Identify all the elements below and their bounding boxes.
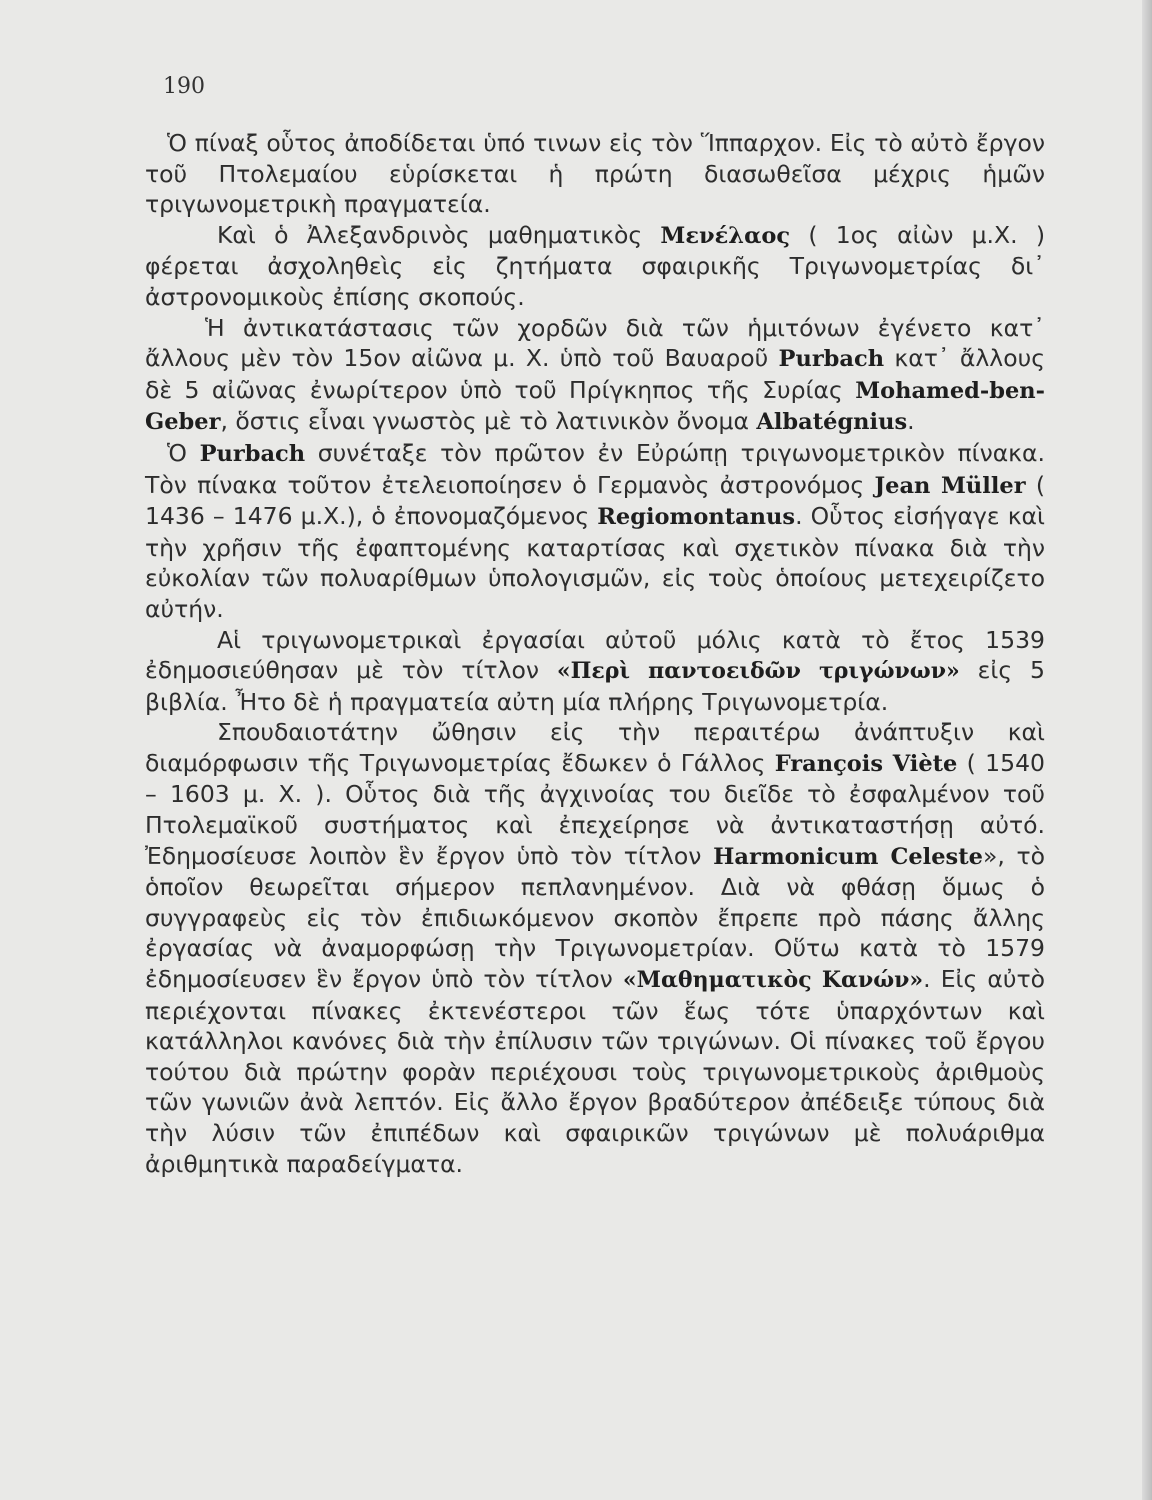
text-run: Σπουδαιοτάτην ὤθησιν εἰς τὴν περαιτέρω ἀνάπτυξιν καὶ διαμόρφωσιν τῆς Τριγωνομετρίας ἔδωκεν ὁ Γάλλος [145, 718, 1045, 777]
paragraph [145, 128, 1045, 220]
text-run: ( 1ος αἰὼν μ.Χ. ) φέρεται ἀσχοληθεὶς εἰς ζητήματα σφαιρικῆς Τριγωνομετρίας δι᾽ ἀστρονομικοὺς ἐπίσης σκοπούς. [145, 220, 1045, 311]
text-run: . [907, 407, 915, 436]
text-run: . Οὗτος εἰσήγαγε καὶ τὴν χρῆσιν τῆς ἐφαπτομένης καταρτίσας καὶ σχετικὸν πίνακα διὰ τὴν εὐκολίαν τῶν πολυαρίθμων ὑπολογισμῶν, εἰς τοὺς ὁποίους μετεχειρίζετο αὐτήν. [145, 502, 1045, 623]
name-regiomontanus: Regiomontanus [597, 504, 796, 531]
text-run: Ἡ ἀντικατάστασις τῶν χορδῶν διὰ τῶν ἡμιτόνων ἐγένετο κατ᾽ ἄλλους μὲν τὸν 15ον αἰῶνα μ. Χ. ὑπὸ τοῦ Βαυαροῦ [145, 313, 1045, 373]
text-run: », τὸ ὁποῖον θεωρεῖται σήμερον πεπλανημένον. Διὰ νὰ φθάσῃ ὅμως ὁ συγγραφεὺς εἰς τὸν ἐπιδιωκόμενον σκοπὸν ἔπρεπε πρὸ πάσης ἄλλης ἐργασίας νὰ ἀναμορφώσῃ τὴν Τριγωνομετρίαν. Οὕτω κατὰ τὸ 1579 ἐδημοσίευσεν ἓν ἔργον ὑπὸ τὸν τίτλον [145, 841, 1046, 994]
name-francois-viete: François Viète [774, 750, 958, 777]
body-text [145, 128, 1045, 1179]
text-run: ( 1540 – 1603 μ. Χ. ). Οὗτος διὰ τῆς ἀγχινοίας του διεῖδε τὸ ἐσφαλμένον τοῦ Πτολεμαϊκοῦ συστήματος καὶ ἐπεχείρησε νὰ ἀντικαταστήσῃ αὐτό. Ἐδημοσίευσε λοιπὸν ἓν ἔργον ὑπὸ τὸν τίτλον [145, 748, 1045, 870]
name-mohamed-ben-geber: Mohamed-ben-Geber [145, 377, 1045, 436]
page-number: 190 [163, 74, 205, 99]
title-harmonicum-celeste: Harmonicum Celeste [713, 843, 983, 870]
title-peri-pantoeidon-trigonon: «Περὶ παντοειδῶν τριγώνων» [556, 658, 960, 685]
paragraph [145, 717, 1045, 1179]
text-run: . Εἰς αὐτὸ περιέχονται πίνακες ἐκτενέστεροι τῶν ἕως τότε ὑπαρχόντων καὶ κατάλληλοι κανόνες διὰ τὴν ἐπίλυσιν τῶν τριγώνων. Οἱ πίνακες τοῦ ἔργου τούτου διὰ πρώτην φορὰν περιέχουσι τοὺς τριγωνομετρικοὺς ἀριθμοὺς τῶν γωνιῶν ἀνὰ λεπτόν. Εἰς ἄλλο ἔργον βραδύτερον ἀπέδειξε τύπους διὰ τὴν λύσιν τῶν ἐπιπέδων καὶ σφαιρικῶν τριγώνων μὲ πολυάριθμα ἀριθμητικὰ παραδείγματα. [145, 965, 1045, 1178]
text-run: κατ᾽ ἄλλους δὲ 5 αἰῶνας ἐνωρίτερον ὑπὸ τοῦ Πρίγκηπος τῆς Συρίας [145, 344, 1045, 404]
title-mathematikos-kanon: «Μαθηματικὸς Κανών» [622, 967, 924, 994]
text-run: συνέταξε τὸν πρῶτον ἐν Εὐρώπῃ τριγωνομετρικὸν πίνακα. Τὸν πίνακα τοῦτον ἐτελειοποίησεν ὁ Γερμανὸς ἀστρονόμος [145, 438, 1045, 499]
text-run: Ὁ [167, 438, 200, 467]
text-run: Ὁ πίναξ οὗτος ἀποδίδεται ὑπό τινων εἰς τὸν Ἵππαρχον. Εἰς τὸ αὐτὸ ἔργον τοῦ Πτολεμαίου εὑρίσκεται ἡ πρώτη διασωθεῖσα μέχρις ἡμῶν τριγωνομετρικὴ πραγματεία. [145, 129, 1045, 219]
paragraph [145, 625, 1045, 718]
name-albategnius: Albatégnius [756, 409, 908, 436]
text-run: , ὅστις εἶναι γνωστὸς μὲ τὸ λατινικὸν ὄνομα [220, 407, 757, 436]
text-run: Καὶ ὁ Ἀλεξανδρινὸς μαθηματικὸς [217, 220, 661, 249]
text-run: ( 1436 – 1476 μ.Χ.), ὁ ἐπονομαζόμενος [145, 470, 1046, 531]
name-purbach: Purbach [199, 440, 306, 467]
name-menelaus: Μενέλαος [660, 222, 791, 249]
text-run: εἰς 5 βιβλία. Ἦτο δὲ ἡ πραγματεία αὐτη μία πλήρης Τριγωνομετρία. [145, 656, 1045, 716]
paragraph [145, 313, 1045, 438]
text-run: Αἱ τριγωνομετρικαὶ ἐργασίαι αὐτοῦ μόλις κατὰ τὸ ἔτος 1539 ἐδημοσιεύθησαν μὲ τὸν τίτλον [145, 625, 1045, 685]
paragraph [145, 438, 1045, 625]
name-jean-muller: Jean Müller [874, 472, 1026, 499]
name-purbach: Purbach [778, 346, 885, 373]
paragraph [145, 220, 1045, 313]
page-edge-shadow [1142, 0, 1152, 1500]
